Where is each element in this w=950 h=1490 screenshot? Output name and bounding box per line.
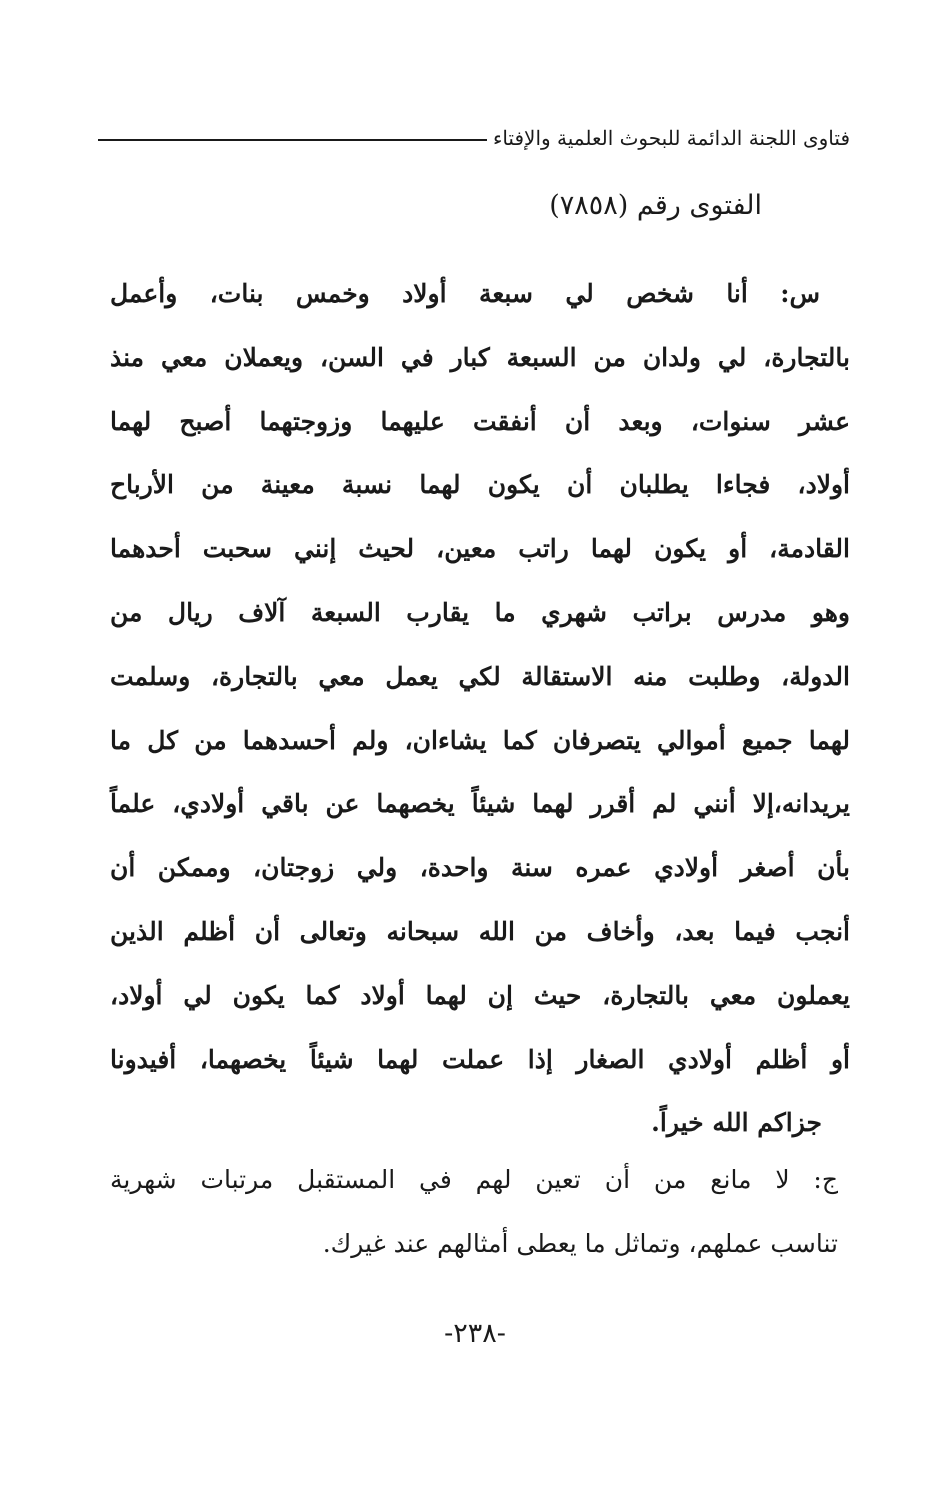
question-line: بأن أصغر أولادي عمره سنة واحدة، ولي زوجتان، وممكن أن bbox=[110, 853, 850, 883]
answer-line: ج: لا مانع من أن تعين لهم في المستقبل مرتبات شهرية bbox=[110, 1165, 838, 1194]
fatwa-title: الفتوى رقم (٧٨٥٨) bbox=[549, 190, 762, 221]
question-line: يريدانه،إلا أنني لم أقرر لهما شيئاً يخصهما عن باقي أولادي، علماً bbox=[110, 789, 850, 819]
question-line: لهما جميع أموالي يتصرفان كما يشاءان، ولم أحسدهما من كل ما bbox=[110, 725, 850, 755]
question-line: بالتجارة، لي ولدان من السبعة كبار في السن، ويعملان معي منذ bbox=[110, 342, 850, 372]
question-line: جزاكم الله خيراً. bbox=[651, 1108, 822, 1138]
answer-paragraph bbox=[110, 1148, 850, 1276]
question-line: وهو مدرس براتب شهري ما يقارب السبعة آلاف ريال من bbox=[110, 597, 850, 627]
question-line: القادمة، أو يكون لهما راتب معين، لحيث إنني سحبت أحدهما bbox=[110, 534, 850, 564]
running-header-title: فتاوى اللجنة الدائمة للبحوث العلمية والإفتاء bbox=[492, 126, 850, 150]
answer-line: تناسب عملهم، وتماثل ما يعطى أمثالهم عند غيرك. bbox=[322, 1229, 838, 1258]
question-line: أنجب فيما بعد، وأخاف من الله سبحانه وتعالى أن أظلم الذين bbox=[110, 916, 850, 946]
question-line: أولاد، فجاءا يطلبان أن يكون لهما نسبة معينة من الأرباح bbox=[110, 470, 850, 500]
running-header bbox=[98, 120, 850, 156]
question-paragraph bbox=[110, 262, 850, 1155]
question-line: أو أظلم أولادي الصغار إذا عملت لهما شيئاً يخصهما، أفيدونا bbox=[110, 1044, 850, 1074]
question-line: عشر سنوات، وبعد أن أنفقت عليهما وزوجتهما أصبح لهما bbox=[110, 406, 850, 436]
question-line: الدولة، وطلبت منه الاستقالة لكي يعمل معي بالتجارة، وسلمت bbox=[110, 661, 850, 691]
question-line: يعملون معي بالتجارة، حيث إن لهما أولاد كما يكون لي أولاد، bbox=[110, 980, 850, 1010]
question-line: س: أنا شخص لي سبعة أولاد وخمس بنات، وأعمل bbox=[110, 279, 820, 308]
page-number: -٢٣٨- bbox=[444, 1318, 506, 1349]
header-rule bbox=[98, 139, 487, 141]
